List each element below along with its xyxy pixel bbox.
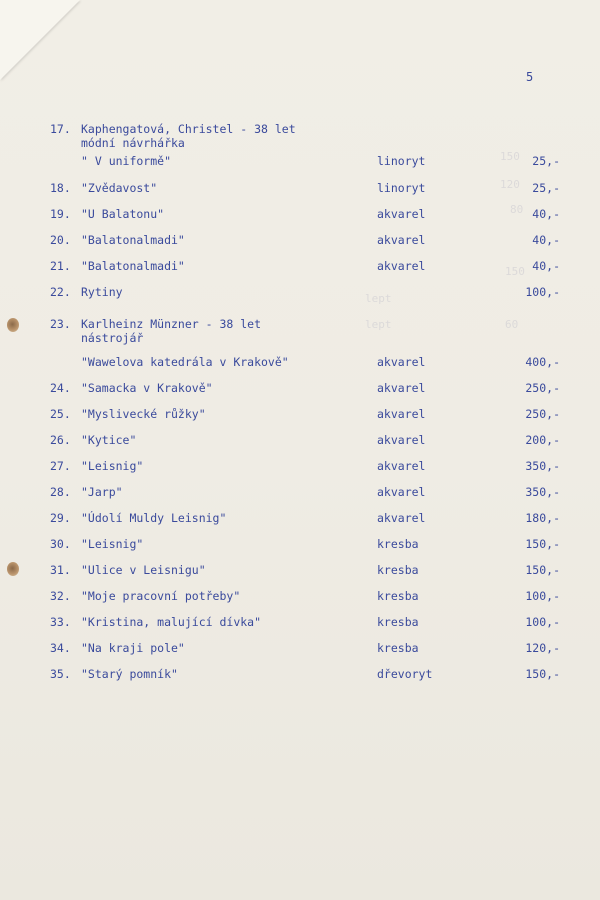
artwork-technique: kresba bbox=[377, 615, 419, 629]
entry-number: 24. bbox=[50, 381, 71, 395]
artwork-price: 150,- bbox=[525, 563, 560, 577]
artwork-technique: linoryt bbox=[377, 181, 426, 195]
entry-number: 23. bbox=[50, 317, 71, 331]
entry-number: 25. bbox=[50, 407, 71, 421]
artwork-title: "Údolí Muldy Leisnig" bbox=[81, 511, 227, 525]
artwork-price: 25,- bbox=[532, 154, 560, 168]
punch-hole-icon bbox=[7, 318, 19, 332]
artist-name: Karlheinz Münzner - 38 let bbox=[81, 317, 262, 331]
punch-hole-icon bbox=[7, 562, 19, 576]
artwork-technique: akvarel bbox=[377, 433, 426, 447]
entry-number: 17. bbox=[50, 122, 71, 136]
entry-number: 22. bbox=[50, 285, 71, 299]
artwork-price: 120,- bbox=[525, 641, 560, 655]
artwork-price: 40,- bbox=[532, 207, 560, 221]
page-number: 5 bbox=[526, 70, 534, 84]
entry-number: 28. bbox=[50, 485, 71, 499]
entry-number: 32. bbox=[50, 589, 71, 603]
artwork-title: "Myslivecké růžky" bbox=[81, 407, 206, 421]
artwork-price: 40,- bbox=[532, 259, 560, 273]
artist-name: Kaphengatová, Christel - 38 let bbox=[81, 122, 296, 136]
artwork-title: Rytiny bbox=[81, 285, 123, 299]
artist-profession: módní návrhářka bbox=[81, 136, 185, 150]
artwork-technique: dřevoryt bbox=[377, 667, 433, 681]
artwork-technique: kresba bbox=[377, 537, 419, 551]
artwork-price: 100,- bbox=[525, 589, 560, 603]
artwork-price: 25,- bbox=[532, 181, 560, 195]
document-page: 150 120 80 150 lept lept 60 5 17. Kaphengatová, Christel - 38 let módní návrhářka " V uniformě" linoryt 25,- 18. "Zvědavost" linoryt 25,- 19. "U Balatonu" akvarel 40,- 20. "Balatonalmadi" akvarel 40,- 21. "Balatonalmadi" akvarel 40,- 22. Rytiny 100,- 23. Karlheinz Münzner - 38 let nástrojář "Wawelova katedrála v Krakově" akvarel 400,- 24. "Samacka v Krakově" akvarel 250,- 25. "Myslivecké růžky" akvarel 250,- 26. "Kytice" akvarel 200,- 27. "Leisnig" akvarel 350,- 28. "Jarp" akvarel 350,- 29. "Údolí Muldy Leisnig" akvarel 180,- 30. "Leisnig" kresba 150,- 31. "Ulice v Leisnigu" kresba 150,- 32. "Moje pracovní potřeby" kresba 100,- 33. "Kristina, malující dívka" kresba 100,- 34. "Na kraji pole" kresba 120,- 35. "Starý pomník" dřevoryt 150,- bbox=[0, 0, 600, 900]
artwork-price: 180,- bbox=[525, 511, 560, 525]
artwork-price: 40,- bbox=[532, 233, 560, 247]
artwork-price: 150,- bbox=[525, 667, 560, 681]
entry-number: 26. bbox=[50, 433, 71, 447]
artwork-technique: akvarel bbox=[377, 259, 426, 273]
artwork-title: " V uniformě" bbox=[81, 154, 172, 168]
artwork-title: "Leisnig" bbox=[81, 537, 144, 551]
artwork-title: "Moje pracovní potřeby" bbox=[81, 589, 241, 603]
artwork-technique: akvarel bbox=[377, 511, 426, 525]
entry-number: 18. bbox=[50, 181, 71, 195]
artwork-title: "Jarp" bbox=[81, 485, 123, 499]
artwork-title: "U Balatonu" bbox=[81, 207, 165, 221]
artwork-price: 350,- bbox=[525, 459, 560, 473]
entry-number: 29. bbox=[50, 511, 71, 525]
artwork-technique: akvarel bbox=[377, 459, 426, 473]
artwork-title: "Ulice v Leisnigu" bbox=[81, 563, 206, 577]
artwork-technique: akvarel bbox=[377, 355, 426, 369]
artwork-title: "Kytice" bbox=[81, 433, 137, 447]
entry-number: 27. bbox=[50, 459, 71, 473]
artwork-technique: akvarel bbox=[377, 485, 426, 499]
artwork-title: "Samacka v Krakově" bbox=[81, 381, 213, 395]
artwork-title: "Balatonalmadi" bbox=[81, 233, 185, 247]
artwork-title: "Na kraji pole" bbox=[81, 641, 185, 655]
artwork-price: 250,- bbox=[525, 407, 560, 421]
entry-number: 30. bbox=[50, 537, 71, 551]
artwork-price: 200,- bbox=[525, 433, 560, 447]
artwork-title: "Starý pomník" bbox=[81, 667, 178, 681]
entry-number: 21. bbox=[50, 259, 71, 273]
artwork-title: "Wawelova katedrála v Krakově" bbox=[81, 355, 289, 369]
artwork-price: 250,- bbox=[525, 381, 560, 395]
artwork-title: "Kristina, malující dívka" bbox=[81, 615, 262, 629]
artwork-price: 400,- bbox=[525, 355, 560, 369]
entry-number: 34. bbox=[50, 641, 71, 655]
artwork-technique: akvarel bbox=[377, 207, 426, 221]
artwork-technique: linoryt bbox=[377, 154, 426, 168]
artwork-title: "Balatonalmadi" bbox=[81, 259, 185, 273]
entry-number: 33. bbox=[50, 615, 71, 629]
entry-number: 19. bbox=[50, 207, 71, 221]
artwork-price: 150,- bbox=[525, 537, 560, 551]
folded-corner bbox=[0, 0, 80, 80]
artwork-technique: kresba bbox=[377, 589, 419, 603]
artwork-technique: akvarel bbox=[377, 407, 426, 421]
artwork-technique: kresba bbox=[377, 563, 419, 577]
artwork-technique: kresba bbox=[377, 641, 419, 655]
artwork-technique: akvarel bbox=[377, 233, 426, 247]
artist-profession: nástrojář bbox=[81, 331, 144, 345]
entry-number: 20. bbox=[50, 233, 71, 247]
artwork-title: "Zvědavost" bbox=[81, 181, 158, 195]
entry-number: 31. bbox=[50, 563, 71, 577]
artwork-price: 100,- bbox=[525, 285, 560, 299]
artwork-title: "Leisnig" bbox=[81, 459, 144, 473]
artwork-price: 100,- bbox=[525, 615, 560, 629]
artwork-price: 350,- bbox=[525, 485, 560, 499]
entry-number: 35. bbox=[50, 667, 71, 681]
artwork-technique: akvarel bbox=[377, 381, 426, 395]
